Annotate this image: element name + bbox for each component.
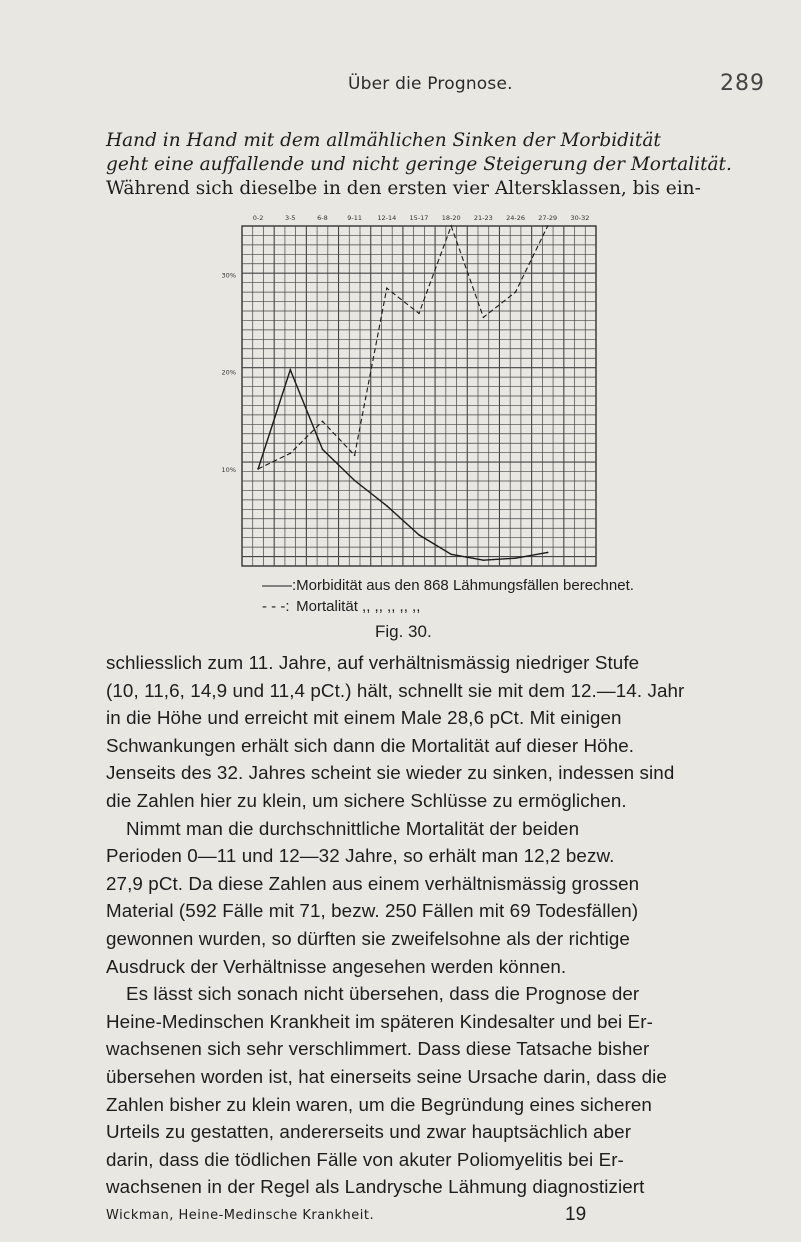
- x-tick-label: 9-11: [347, 214, 363, 222]
- y-tick-label: 20%: [221, 368, 236, 377]
- body-line-13: Es lässt sich sonach nicht übersehen, dass die Prognose der: [126, 983, 640, 1005]
- body-line-5: Jenseits des 32. Jahres scheint sie wieder zu sinken, indessen sind: [106, 762, 675, 784]
- body-line-3: in die Höhe und erreicht mit einem Male 28,6 pCt. Mit einigen: [106, 707, 622, 729]
- chart-grid: [242, 226, 596, 566]
- data-point: [257, 468, 259, 470]
- y-tick-labels: [222, 272, 236, 474]
- body-line-15: wachsenen sich sehr verschlimmert. Dass diese Tatsache bisher: [106, 1038, 650, 1060]
- footer-text: Wickman, Heine-Medinsche Krankheit.: [106, 1208, 375, 1223]
- data-point: [418, 534, 420, 536]
- legend-morbidity-text: Morbidität aus den 868 Lähmungsfällen berechnet.: [296, 577, 634, 594]
- data-point: [547, 552, 549, 554]
- body-line-8: Perioden 0—11 und 12—32 Jahre, so erhält man 12,2 bezw.: [106, 845, 615, 867]
- running-head: [0, 71, 801, 100]
- x-tick-label: 6-8: [317, 214, 328, 222]
- data-point: [354, 455, 356, 457]
- data-point: [450, 554, 452, 556]
- body-line-4: Schwankungen erhält sich dann die Mortalität auf dieser Höhe.: [106, 734, 635, 756]
- body-line-12: Ausdruck der Verhältnisse angesehen werden können.: [106, 955, 567, 977]
- data-point: [483, 559, 485, 561]
- page-number: 289: [720, 71, 765, 96]
- data-point: [290, 369, 292, 371]
- legend-mortality-text: Mortalität ,, ,, ,, ,, ,,: [296, 598, 421, 615]
- body-line-1: schliesslich zum 11. Jahre, auf verhältnismässig niedriger Stufe: [106, 652, 640, 673]
- body-line-18: Urteils zu gestatten, andererseits und zwar hauptsächlich aber: [106, 1121, 632, 1143]
- x-tick-label: 21-23: [473, 214, 493, 222]
- data-point: [354, 480, 356, 482]
- x-tick-label: 24-26: [506, 214, 525, 222]
- x-tick-label: 30-32: [570, 214, 590, 222]
- data-point: [483, 317, 485, 319]
- x-tick-label: 15-17: [409, 214, 429, 222]
- legend-morbidity: [262, 577, 634, 594]
- data-point: [418, 313, 420, 315]
- legend-solid-symbol: ——:: [262, 577, 297, 594]
- data-point: [322, 449, 324, 451]
- data-point: [386, 505, 388, 507]
- y-tick-label: 10%: [221, 465, 236, 474]
- x-tick-label: 3-5: [284, 214, 296, 222]
- data-point: [322, 421, 324, 423]
- body-line-6: die Zahlen hier zu klein, um sichere Schlüsse zu ermöglichen.: [106, 790, 627, 811]
- legend-mortality: [262, 598, 420, 615]
- x-tick-label: 0-2: [252, 214, 264, 222]
- x-tick-labels: [253, 214, 590, 222]
- fig-30-chart: [220, 208, 610, 568]
- page-footer: [106, 1204, 706, 1230]
- data-point: [547, 225, 549, 227]
- data-point: [386, 287, 388, 289]
- signature-mark: 19: [565, 1204, 587, 1225]
- body-line-10: Material (592 Fälle mit 71, bezw. 250 Fällen mit 69 Todesfällen): [106, 900, 639, 922]
- body-line-7: Nimmt man die durchschnittliche Mortalität der beiden: [126, 817, 580, 839]
- body-line-2: (10, 11,6, 14,9 und 11,4 pCt.) hält, schnellt sie mit dem 12.—14. Jahr: [106, 679, 685, 701]
- intro-line-3: Während sich dieselbe in den ersten vier Altersklassen, bis ein-: [106, 178, 701, 199]
- data-point: [290, 453, 292, 455]
- figure-label: Fig. 30.: [375, 622, 432, 641]
- body-line-17: Zahlen bisher zu klein waren, um die Begründung eines sicheren: [106, 1093, 652, 1115]
- legend-dashed-symbol: - - -:: [262, 598, 290, 615]
- running-title: Über die Prognose.: [348, 74, 513, 94]
- body-line-11: gewonnen wurden, so dürften sie zweifelsohne als der richtige: [106, 928, 630, 949]
- body-line-16: übersehen worden ist, hat einerseits seine Ursache darin, dass die: [106, 1066, 667, 1087]
- intro-line-2: geht eine auffallende und nicht geringe Steigerung der Mortalität.: [106, 154, 732, 175]
- x-tick-label: 12-14: [377, 214, 397, 222]
- data-point: [450, 225, 452, 227]
- data-point: [515, 557, 517, 559]
- body-line-9: 27,9 pCt. Da diese Zahlen aus einem verhältnismässig grossen: [106, 872, 640, 894]
- y-tick-label: 30%: [221, 271, 236, 280]
- body-line-19: darin, dass die tödlichen Fälle von akuter Poliomyelitis bei Er-: [106, 1148, 624, 1170]
- data-point: [515, 291, 517, 293]
- intro-line-1: Hand in Hand mit dem allmählichen Sinken der Morbidität: [106, 130, 661, 151]
- body-line-20: wachsenen in der Regel als Landrysche Lähmung diagnostiziert: [106, 1176, 645, 1198]
- x-tick-label: 27-29: [538, 214, 558, 222]
- body-line-14: Heine-Medinschen Krankheit im späteren Kindesalter und bei Er-: [106, 1010, 653, 1032]
- x-tick-label: 18-20: [441, 214, 461, 222]
